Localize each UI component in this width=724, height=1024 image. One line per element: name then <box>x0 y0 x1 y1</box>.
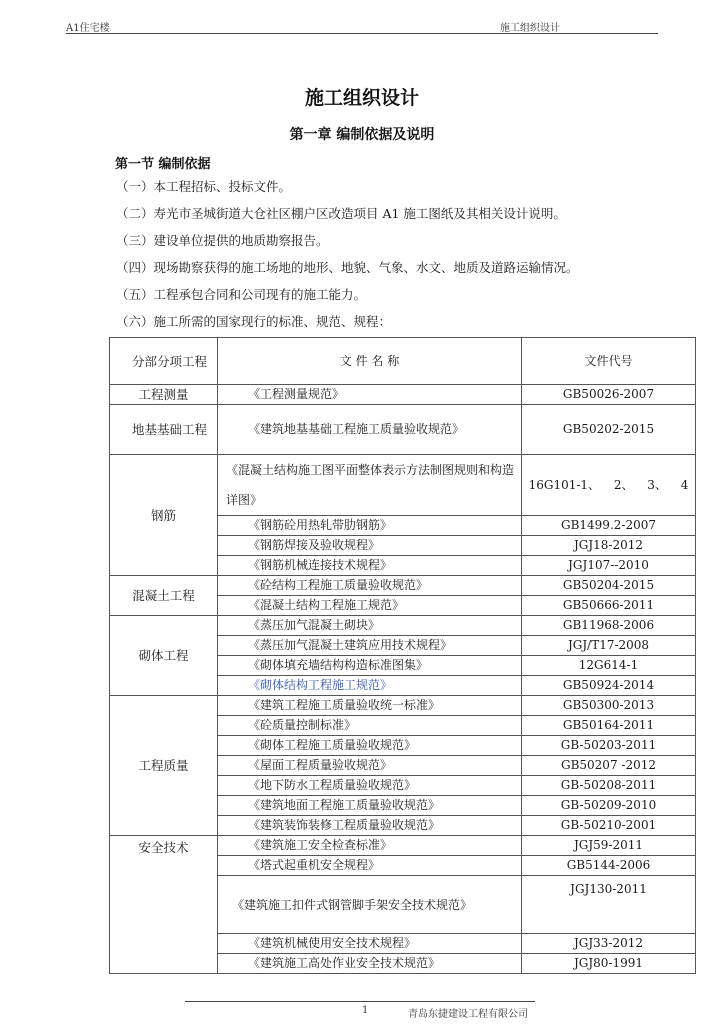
standard-name: 《建筑地基基础工程施工质量验收规范》 <box>218 405 522 455</box>
standard-name: 《混凝土结构工程施工规范》 <box>218 596 522 616</box>
standard-code: GB50204-2015 <box>522 576 696 596</box>
standard-name: 《蒸压加气混凝土建筑应用技术规程》 <box>218 636 522 656</box>
chapter-heading: 第一章 编制依据及说明 <box>289 127 435 143</box>
table-row <box>110 455 696 516</box>
standard-name: 《混凝土结构施工图平面整体表示方法制图规则和构造详图》 <box>218 455 522 516</box>
category-cell: 工程测量 <box>110 385 218 405</box>
table-row <box>110 696 696 716</box>
table-row <box>110 616 696 636</box>
basis-item: （四）现场勘察获得的施工场地的地形、地貌、气象、水文、地质及道路运输情况。 <box>116 260 579 275</box>
standard-code: JGJ107--2010 <box>522 556 696 576</box>
standard-code: GB50026-2007 <box>522 385 696 405</box>
header-doc-title: 施工组织设计 <box>500 23 560 34</box>
basis-item: （一）本工程招标、投标文件。 <box>116 179 292 194</box>
table-row <box>110 385 696 405</box>
table-row <box>110 405 696 455</box>
standard-name: 《屋面工程质量验收规范》 <box>218 756 522 776</box>
category-cell: 工程质量 <box>110 696 218 836</box>
standard-name: 《钢筋机械连接技术规程》 <box>218 556 522 576</box>
standard-name: 《建筑施工扣件式钢管脚手架安全技术规范》 <box>218 876 522 934</box>
standard-code: GB-50209-2010 <box>522 796 696 816</box>
footer-company: 青岛东捷建设工程有限公司 <box>408 1009 528 1020</box>
basis-item: （五）工程承包合同和公司现有的施工能力。 <box>116 287 367 302</box>
standard-code: GB1499.2-2007 <box>522 516 696 536</box>
header-project: A1住宅楼 <box>66 23 110 34</box>
standard-name: 《建筑施工安全检查标准》 <box>218 836 522 856</box>
table-header-row <box>110 338 696 385</box>
standard-code: GB5144-2006 <box>522 856 696 876</box>
standard-name: 《砌体填充墙结构构造标准图集》 <box>218 656 522 676</box>
standard-code: JGJ18-2012 <box>522 536 696 556</box>
standard-code: GB50666-2011 <box>522 596 696 616</box>
standard-code: 16G101-1、 2、 3、 4 <box>522 455 696 516</box>
page-number: 1 <box>362 1005 369 1016</box>
standard-code: GB50300-2013 <box>522 696 696 716</box>
standard-code: GB-50203-2011 <box>522 736 696 756</box>
table-row <box>110 576 696 596</box>
standard-name: 《建筑机械使用安全技术规程》 <box>218 934 522 954</box>
basis-item: （二）寿光市圣城街道大仓社区棚户区改造项目 A1 施工图纸及其相关设计说明。 <box>116 206 566 221</box>
standard-name: 《塔式起重机安全规程》 <box>218 856 522 876</box>
category-cell: 安全技术 <box>110 836 218 974</box>
standard-name: 《钢筋焊接及验收规程》 <box>218 536 522 556</box>
footer-rule <box>185 1001 535 1002</box>
standard-code: GB11968-2006 <box>522 616 696 636</box>
standard-name: 《建筑工程施工质量验收统一标准》 <box>218 696 522 716</box>
standard-code: GB50207 -2012 <box>522 756 696 776</box>
standard-name: 《砼质量控制标准》 <box>218 716 522 736</box>
standard-code: JGJ33-2012 <box>522 934 696 954</box>
standard-code: GB-50210-2001 <box>522 816 696 836</box>
standard-name: 《钢筋砼用热轧带肋钢筋》 <box>218 516 522 536</box>
standard-code: JGJ/T17-2008 <box>522 636 696 656</box>
header-name: 文 件 名 称 <box>218 338 522 385</box>
standard-code: GB50924-2014 <box>522 676 696 696</box>
standard-name: 《蒸压加气混凝土砌块》 <box>218 616 522 636</box>
category-cell: 地基基础工程 <box>110 405 218 455</box>
standards-table <box>109 337 696 974</box>
standard-name: 《工程测量规范》 <box>218 385 522 405</box>
standard-code: 12G614-1 <box>522 656 696 676</box>
category-cell: 钢筋 <box>110 455 218 576</box>
standard-code: JGJ130-2011 <box>522 876 696 934</box>
header-rule <box>66 33 658 34</box>
section-heading: 第一节 编制依据 <box>115 157 211 172</box>
category-cell: 砌体工程 <box>110 616 218 696</box>
basis-item: （六）施工所需的国家现行的标准、规范、规程： <box>116 314 392 329</box>
standard-name: 《地下防水工程质量验收规范》 <box>218 776 522 796</box>
basis-item: （三）建设单位提供的地质勘察报告。 <box>116 233 329 248</box>
standard-name: 《砼结构工程施工质量验收规范》 <box>218 576 522 596</box>
page-title: 施工组织设计 <box>304 87 419 109</box>
standard-name: 《砌体工程施工质量验收规范》 <box>218 736 522 756</box>
standard-code: GB-50208-2011 <box>522 776 696 796</box>
basis-list <box>116 178 579 340</box>
standard-code: GB50202-2015 <box>522 405 696 455</box>
standard-name-link[interactable]: 《砌体结构工程施工规范》 <box>218 676 522 696</box>
table-row <box>110 836 696 856</box>
standard-name: 《建筑地面工程施工质量验收规范》 <box>218 796 522 816</box>
header-code: 文件代号 <box>522 338 696 385</box>
standard-name: 《建筑施工高处作业安全技术规范》 <box>218 954 522 974</box>
category-cell: 混凝土工程 <box>110 576 218 616</box>
header-category: 分部分项工程 <box>110 338 218 385</box>
standard-code: JGJ80-1991 <box>522 954 696 974</box>
standard-name: 《建筑装饰装修工程质量验收规范》 <box>218 816 522 836</box>
standard-code: GB50164-2011 <box>522 716 696 736</box>
standard-code: JGJ59-2011 <box>522 836 696 856</box>
